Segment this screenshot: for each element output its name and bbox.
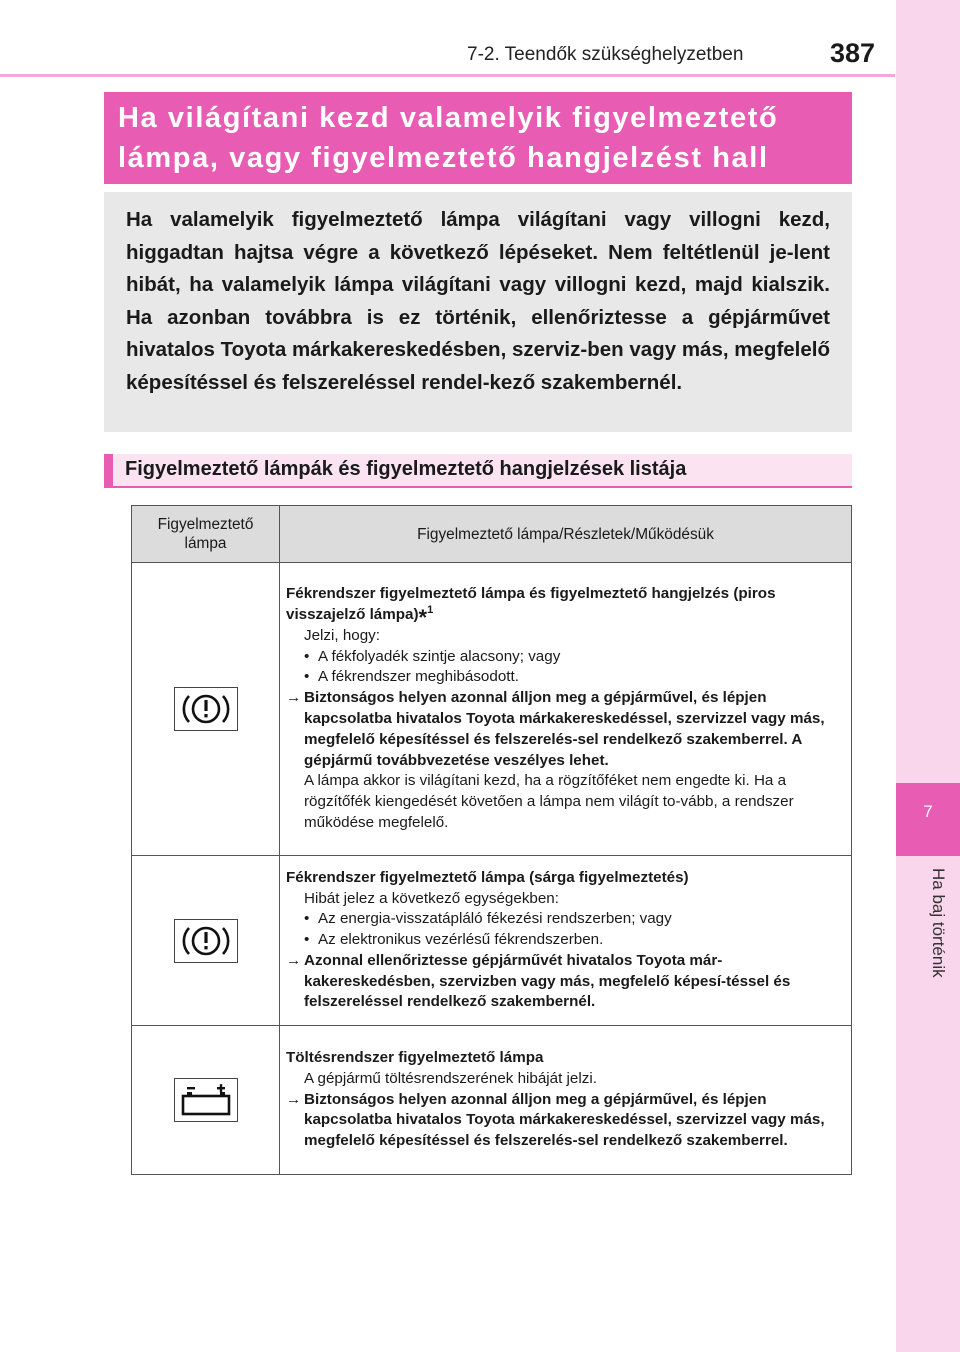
- icon-cell: [132, 563, 280, 856]
- lamp-note: A lámpa akkor is világítani kezd, ha a rögzítőféket nem engedte ki. Ha a rögzítőfék kiengedését követően a lámpa nem világít to-vább, a rendszer működése megfelelő.: [304, 772, 794, 831]
- column-header-details: Figyelmeztető lámpa/Részletek/Működésük: [280, 506, 852, 563]
- icon-cell: [132, 856, 280, 1026]
- lamp-intro: A gépjármű töltésrendszerének hibáját jelzi.: [304, 1069, 597, 1087]
- description-cell: [280, 1026, 852, 1175]
- bullet-item: • A fékfolyadék szintje alacsony; vagy: [304, 647, 561, 665]
- column-header-lamp: Figyelmeztető lámpa: [132, 506, 280, 563]
- table-row: [132, 856, 852, 1026]
- action-item: → Azonnal ellenőriztesse gépjárművét hivatalos Toyota már-kakereskedésben, szervizben vagy más, megfelelő képesí-téssel és felszereléssel rendelkező szakembernél.: [286, 951, 843, 1013]
- action-item: → Biztonságos helyen azonnal álljon meg a gépjárművel, és lépjen kapcsolatba hivatalos Toyota márkakereskedéssel, szervizzel vagy más, megfelelő képesítéssel és felszerelés-sel rendelkező szakemberrel. A gépjármű továbbvezetése veszélyes lehet.: [286, 688, 843, 771]
- arrow-icon: →: [286, 689, 302, 707]
- brake-warning-icon: [174, 919, 238, 963]
- footnote-number: 1: [427, 603, 434, 616]
- table-header-row: [132, 506, 852, 563]
- chapter-number: 7: [923, 802, 933, 821]
- lamp-title: Fékrendszer figyelmeztető lámpa (sárga figyelmeztetés): [286, 868, 689, 886]
- header-rule: [0, 74, 895, 77]
- intro-text: Ha valamelyik figyelmeztető lámpa világítani vagy villogni kezd, higgadtan hajtsa végre a következő lépéseket. Nem feltétlenül je-lent hibát, ha valamelyik lámpa világítani vagy villogni kezd, majd kialszik. Ha azonban továbbra is ez történik, ellenőriztesse a gépjárművet hivatalos Toyota márkakereskedésben, szerviz-ben vagy más, megfelelő képesítéssel és felszereléssel rendel-kező szakembernél.: [126, 208, 830, 394]
- footnote-star: *: [418, 605, 428, 631]
- table-row: [132, 1026, 852, 1175]
- bullet-item: • Az elektronikus vezérlésű fékrendszerben.: [304, 931, 604, 949]
- section-title: 7-2. Teendők szükséghelyzetben: [467, 44, 744, 65]
- battery-icon: [174, 1078, 238, 1122]
- description-cell: [280, 856, 852, 1026]
- lamp-title: Fékrendszer figyelmeztető lámpa és figyelmeztető hangjelzés (piros visszajelző lámpa)*$^1$: [286, 585, 776, 631]
- intro-box: [104, 192, 852, 432]
- arrow-icon: →: [286, 951, 302, 969]
- bullet-item: • Az energia-visszatápláló fékezési rendszerben; vagy: [304, 910, 672, 928]
- page-number: 387: [830, 38, 876, 68]
- bullet-item: • A fékrendszer meghibásodott.: [304, 668, 519, 686]
- subheading: Figyelmeztető lámpák és figyelmeztető hangjelzések listája: [104, 454, 852, 488]
- description-cell: [280, 563, 852, 856]
- lamp-intro: Jelzi, hogy:: [304, 626, 380, 644]
- side-tab: [896, 0, 960, 1352]
- page-title: [104, 92, 852, 184]
- title-line-1: Ha világítani kezd valamelyik figyelmeztető: [118, 102, 779, 134]
- warning-lamp-table: [131, 505, 852, 1175]
- table-row: [132, 563, 852, 856]
- action-item: → Biztonságos helyen azonnal álljon meg a gépjárművel, és lépjen kapcsolatba hivatalos Toyota márkakereskedéssel, szervizzel vagy más, megfelelő képesítéssel és felszerelés-sel rendelkező szakemberrel.: [286, 1090, 843, 1152]
- brake-warning-icon: [174, 687, 238, 731]
- arrow-icon: →: [286, 1090, 302, 1108]
- title-line-2: lámpa, vagy figyelmeztető hangjelzést hall: [118, 142, 769, 174]
- lamp-intro: Hibát jelez a következő egységekben:: [304, 889, 559, 907]
- lamp-title: Töltésrendszer figyelmeztető lámpa: [286, 1049, 544, 1066]
- chapter-title: Ha baj történik: [929, 868, 948, 978]
- icon-cell: [132, 1026, 280, 1175]
